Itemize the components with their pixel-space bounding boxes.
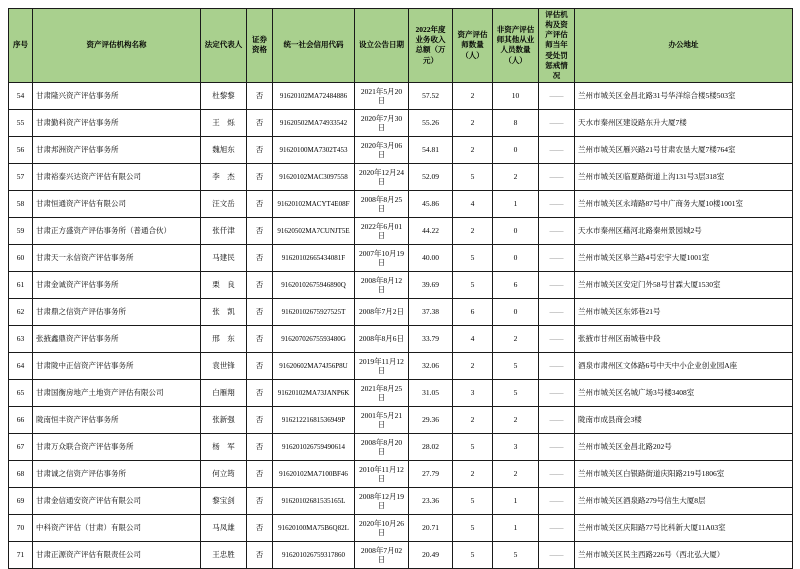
cell-institution-name: 甘肃万众联合资产评估事务所 (33, 433, 201, 460)
cell-announcement-date: 2021年8月25日 (355, 379, 409, 406)
cell-legal-representative: 张新强 (201, 406, 247, 433)
cell-announcement-date: 2021年5月20日 (355, 82, 409, 109)
cell-office-address: 酒泉市肃州区文体路6号中天中小企业创业园A座 (575, 352, 793, 379)
cell-serial: 56 (9, 136, 33, 163)
cell-legal-representative: 王 烁 (201, 109, 247, 136)
column-header-credit-code: 统一社会信用代码 (273, 9, 355, 83)
table-row (9, 109, 793, 136)
cell-other-staff-count: 0 (493, 298, 539, 325)
cell-securities-qualification: 否 (247, 379, 273, 406)
cell-office-address: 天水市秦州区建设路东升大厦7楼 (575, 109, 793, 136)
cell-legal-representative: 魏旭东 (201, 136, 247, 163)
cell-institution-name: 陇南恒丰资产评估事务所 (33, 406, 201, 433)
cell-institution-name: 甘肃国衡房地产土地资产评估有限公司 (33, 379, 201, 406)
cell-securities-qualification: 否 (247, 190, 273, 217)
cell-office-address: 兰州市城关区民主西路226号（西北弘大厦） (575, 541, 793, 568)
cell-office-address: 兰州市城关区皋兰路4号宏宇大厦1001室 (575, 244, 793, 271)
cell-announcement-date: 2007年10月19日 (355, 244, 409, 271)
cell-announcement-date: 2008年8月25日 (355, 190, 409, 217)
cell-penalty-status: —— (539, 190, 575, 217)
cell-income-2022: 31.05 (409, 379, 453, 406)
cell-legal-representative: 何立筠 (201, 460, 247, 487)
cell-institution-name: 甘肃邦洲资产评估事务所 (33, 136, 201, 163)
table-row (9, 190, 793, 217)
cell-announcement-date: 2020年10月26日 (355, 514, 409, 541)
cell-income-2022: 55.26 (409, 109, 453, 136)
appraisal-institutions-table (8, 8, 793, 569)
cell-penalty-status: —— (539, 460, 575, 487)
cell-institution-name: 中科资产评估（甘肃）有限公司 (33, 514, 201, 541)
cell-penalty-status: —— (539, 325, 575, 352)
cell-serial: 55 (9, 109, 33, 136)
cell-securities-qualification: 否 (247, 163, 273, 190)
column-header-announcement-date: 设立公告日期 (355, 9, 409, 83)
column-header-institution-name: 资产评估机构名称 (33, 9, 201, 83)
column-header-appraiser-count: 资产评估师数量（人） (453, 9, 493, 83)
cell-legal-representative: 汪文岳 (201, 190, 247, 217)
cell-credit-code: 91620502MA74933542 (273, 109, 355, 136)
cell-office-address: 兰州市城关区庆阳路77号比科新大厦11A03室 (575, 514, 793, 541)
cell-institution-name: 甘肃天一永信资产评估事务所 (33, 244, 201, 271)
cell-legal-representative: 张 凯 (201, 298, 247, 325)
cell-other-staff-count: 2 (493, 163, 539, 190)
cell-serial: 66 (9, 406, 33, 433)
header-row (9, 9, 793, 83)
cell-income-2022: 32.06 (409, 352, 453, 379)
cell-serial: 64 (9, 352, 33, 379)
cell-income-2022: 28.02 (409, 433, 453, 460)
cell-appraiser-count: 5 (453, 487, 493, 514)
cell-announcement-date: 2008年8月12日 (355, 271, 409, 298)
cell-serial: 67 (9, 433, 33, 460)
table-row (9, 460, 793, 487)
cell-serial: 68 (9, 460, 33, 487)
cell-serial: 62 (9, 298, 33, 325)
cell-serial: 71 (9, 541, 33, 568)
cell-announcement-date: 2008年8月20日 (355, 433, 409, 460)
cell-securities-qualification: 否 (247, 433, 273, 460)
cell-credit-code: 91620100MA7302T453 (273, 136, 355, 163)
cell-legal-representative: 杨 军 (201, 433, 247, 460)
table-row (9, 379, 793, 406)
cell-announcement-date: 2019年11月12日 (355, 352, 409, 379)
cell-securities-qualification: 否 (247, 136, 273, 163)
cell-serial: 70 (9, 514, 33, 541)
cell-institution-name: 甘肃勤科资产评估事务所 (33, 109, 201, 136)
column-header-income-2022: 2022年度业务收入总额（万元） (409, 9, 453, 83)
cell-securities-qualification: 否 (247, 271, 273, 298)
cell-penalty-status: —— (539, 541, 575, 568)
cell-income-2022: 20.71 (409, 514, 453, 541)
cell-serial: 54 (9, 82, 33, 109)
cell-income-2022: 45.86 (409, 190, 453, 217)
cell-income-2022: 52.09 (409, 163, 453, 190)
cell-appraiser-count: 4 (453, 190, 493, 217)
cell-securities-qualification: 否 (247, 244, 273, 271)
cell-appraiser-count: 3 (453, 379, 493, 406)
cell-securities-qualification: 否 (247, 460, 273, 487)
table-row (9, 352, 793, 379)
cell-institution-name: 甘肃隆兴资产评估事务所 (33, 82, 201, 109)
cell-penalty-status: —— (539, 433, 575, 460)
cell-serial: 59 (9, 217, 33, 244)
cell-income-2022: 54.81 (409, 136, 453, 163)
cell-announcement-date: 2008年7月02日 (355, 541, 409, 568)
table-row (9, 82, 793, 109)
table-row (9, 217, 793, 244)
cell-securities-qualification: 否 (247, 109, 273, 136)
column-header-office-address: 办公地址 (575, 9, 793, 83)
table-row (9, 163, 793, 190)
cell-office-address: 兰州市城关区金昌北路202号 (575, 433, 793, 460)
column-header-securities-qualification: 证券资格 (247, 9, 273, 83)
cell-appraiser-count: 2 (453, 82, 493, 109)
cell-income-2022: 27.79 (409, 460, 453, 487)
cell-other-staff-count: 8 (493, 109, 539, 136)
table-row (9, 541, 793, 568)
cell-securities-qualification: 否 (247, 82, 273, 109)
cell-income-2022: 57.52 (409, 82, 453, 109)
cell-income-2022: 39.69 (409, 271, 453, 298)
column-header-legal-representative: 法定代表人 (201, 9, 247, 83)
table-header (9, 9, 793, 83)
cell-credit-code: 91620702675593480G (273, 325, 355, 352)
cell-office-address: 陇南市成县商会3楼 (575, 406, 793, 433)
cell-appraiser-count: 2 (453, 136, 493, 163)
cell-credit-code: 91620602MA74J56P8U (273, 352, 355, 379)
cell-penalty-status: —— (539, 514, 575, 541)
cell-legal-representative: 杜黎黎 (201, 82, 247, 109)
cell-institution-name: 甘肃正源资产评估有限责任公司 (33, 541, 201, 568)
cell-announcement-date: 2001年5月21日 (355, 406, 409, 433)
cell-securities-qualification: 否 (247, 541, 273, 568)
table-row (9, 406, 793, 433)
cell-credit-code: 91620102665434081F (273, 244, 355, 271)
cell-institution-name: 甘肃鼎之信资产评估事务所 (33, 298, 201, 325)
cell-legal-representative: 马建民 (201, 244, 247, 271)
cell-announcement-date: 2008年12月19日 (355, 487, 409, 514)
cell-appraiser-count: 2 (453, 352, 493, 379)
cell-credit-code: 91620100MA75B6Q82L (273, 514, 355, 541)
cell-penalty-status: —— (539, 82, 575, 109)
cell-institution-name: 甘肃诚之信资产评估事务所 (33, 460, 201, 487)
cell-appraiser-count: 5 (453, 244, 493, 271)
cell-office-address: 兰州市城关区酒泉路279号信生大厦8层 (575, 487, 793, 514)
cell-appraiser-count: 6 (453, 298, 493, 325)
cell-penalty-status: —— (539, 298, 575, 325)
cell-legal-representative: 李 杰 (201, 163, 247, 190)
cell-announcement-date: 2022年6月01日 (355, 217, 409, 244)
cell-other-staff-count: 0 (493, 136, 539, 163)
cell-office-address: 张掖市甘州区南城巷中段 (575, 325, 793, 352)
cell-other-staff-count: 2 (493, 460, 539, 487)
cell-income-2022: 37.38 (409, 298, 453, 325)
table-body (9, 82, 793, 568)
cell-legal-representative: 王忠胜 (201, 541, 247, 568)
cell-income-2022: 23.36 (409, 487, 453, 514)
cell-other-staff-count: 5 (493, 541, 539, 568)
cell-other-staff-count: 6 (493, 271, 539, 298)
cell-credit-code: 91620102681535165L (273, 487, 355, 514)
cell-credit-code: 916201026759317860 (273, 541, 355, 568)
cell-serial: 60 (9, 244, 33, 271)
cell-office-address: 兰州市城关区临夏路街道上沟131号3层318室 (575, 163, 793, 190)
cell-serial: 61 (9, 271, 33, 298)
cell-legal-representative: 白雁翔 (201, 379, 247, 406)
cell-other-staff-count: 1 (493, 487, 539, 514)
cell-appraiser-count: 2 (453, 217, 493, 244)
cell-penalty-status: —— (539, 352, 575, 379)
cell-office-address: 兰州市城关区名城广场3号楼3408室 (575, 379, 793, 406)
cell-credit-code: 91620102MAC3097558 (273, 163, 355, 190)
cell-legal-representative: 袁世锋 (201, 352, 247, 379)
cell-appraiser-count: 2 (453, 406, 493, 433)
cell-institution-name: 甘肃陇中正信资产评估事务所 (33, 352, 201, 379)
cell-institution-name: 甘肃正方盛资产评估事务所（普通合伙） (33, 217, 201, 244)
cell-other-staff-count: 2 (493, 325, 539, 352)
cell-credit-code: 91620102MA7100BF46 (273, 460, 355, 487)
cell-securities-qualification: 否 (247, 487, 273, 514)
cell-announcement-date: 2020年12月24日 (355, 163, 409, 190)
cell-announcement-date: 2020年7月30日 (355, 109, 409, 136)
cell-serial: 57 (9, 163, 33, 190)
cell-penalty-status: —— (539, 244, 575, 271)
cell-appraiser-count: 5 (453, 541, 493, 568)
cell-other-staff-count: 2 (493, 406, 539, 433)
cell-appraiser-count: 5 (453, 163, 493, 190)
table-row (9, 433, 793, 460)
cell-penalty-status: —— (539, 163, 575, 190)
cell-penalty-status: —— (539, 379, 575, 406)
cell-institution-name: 甘肃金诚资产评估事务所 (33, 271, 201, 298)
cell-credit-code: 91620502MA7CUNJT5E (273, 217, 355, 244)
cell-appraiser-count: 4 (453, 325, 493, 352)
column-header-serial: 序号 (9, 9, 33, 83)
cell-income-2022: 20.49 (409, 541, 453, 568)
cell-securities-qualification: 否 (247, 298, 273, 325)
cell-legal-representative: 张仟津 (201, 217, 247, 244)
table-row (9, 136, 793, 163)
cell-credit-code: 91620102675927525T (273, 298, 355, 325)
cell-institution-name: 甘肃金信通安资产评估有限公司 (33, 487, 201, 514)
cell-announcement-date: 2008年7月2日 (355, 298, 409, 325)
cell-securities-qualification: 否 (247, 406, 273, 433)
cell-income-2022: 33.79 (409, 325, 453, 352)
cell-income-2022: 44.22 (409, 217, 453, 244)
cell-securities-qualification: 否 (247, 217, 273, 244)
cell-other-staff-count: 10 (493, 82, 539, 109)
cell-penalty-status: —— (539, 487, 575, 514)
cell-legal-representative: 黎宝剑 (201, 487, 247, 514)
cell-other-staff-count: 5 (493, 352, 539, 379)
cell-institution-name: 甘肃恒通资产评估有限公司 (33, 190, 201, 217)
cell-penalty-status: —— (539, 217, 575, 244)
cell-penalty-status: —— (539, 406, 575, 433)
cell-office-address: 兰州市城关区金昌北路31号华洋综合楼5楼503室 (575, 82, 793, 109)
cell-securities-qualification: 否 (247, 514, 273, 541)
cell-credit-code: 91620102MA72484886 (273, 82, 355, 109)
cell-announcement-date: 2008年8月6日 (355, 325, 409, 352)
table-row (9, 514, 793, 541)
cell-securities-qualification: 否 (247, 352, 273, 379)
cell-appraiser-count: 5 (453, 271, 493, 298)
cell-income-2022: 40.00 (409, 244, 453, 271)
cell-legal-representative: 邢 东 (201, 325, 247, 352)
cell-office-address: 兰州市城关区东郊巷21号 (575, 298, 793, 325)
cell-office-address: 兰州市城关区安定门外58号甘霖大厦1530室 (575, 271, 793, 298)
cell-institution-name: 张掖鑫鼎资产评估事务所 (33, 325, 201, 352)
cell-announcement-date: 2020年3月06日 (355, 136, 409, 163)
cell-other-staff-count: 0 (493, 244, 539, 271)
cell-office-address: 兰州市城关区永靖路87号中广商务大厦10楼1001室 (575, 190, 793, 217)
cell-appraiser-count: 2 (453, 109, 493, 136)
cell-penalty-status: —— (539, 109, 575, 136)
cell-announcement-date: 2010年11月12日 (355, 460, 409, 487)
cell-appraiser-count: 5 (453, 433, 493, 460)
cell-serial: 65 (9, 379, 33, 406)
cell-credit-code: 91620102MA73JANP6K (273, 379, 355, 406)
cell-office-address: 兰州市城关区雁兴路21号甘肃农垦大厦7楼764室 (575, 136, 793, 163)
table-row (9, 244, 793, 271)
cell-credit-code: 91620102MACYT4E08F (273, 190, 355, 217)
cell-appraiser-count: 5 (453, 514, 493, 541)
cell-serial: 58 (9, 190, 33, 217)
cell-other-staff-count: 1 (493, 514, 539, 541)
cell-penalty-status: —— (539, 271, 575, 298)
column-header-other-staff-count: 非资产评估师其他从业人员数量（人） (493, 9, 539, 83)
column-header-penalty-status: 评估机构及资产评估师当年受处罚惩戒情况 (539, 9, 575, 83)
cell-serial: 69 (9, 487, 33, 514)
cell-credit-code: 916201026759490614 (273, 433, 355, 460)
table-row (9, 325, 793, 352)
cell-legal-representative: 马凤雄 (201, 514, 247, 541)
cell-income-2022: 29.36 (409, 406, 453, 433)
cell-other-staff-count: 0 (493, 217, 539, 244)
cell-securities-qualification: 否 (247, 325, 273, 352)
cell-legal-representative: 栗 良 (201, 271, 247, 298)
cell-office-address: 兰州市城关区白银路街道庆阳路219号1806室 (575, 460, 793, 487)
cell-credit-code: 91621221681536949P (273, 406, 355, 433)
table-row (9, 298, 793, 325)
cell-other-staff-count: 3 (493, 433, 539, 460)
table-row (9, 271, 793, 298)
cell-penalty-status: —— (539, 136, 575, 163)
cell-other-staff-count: 5 (493, 379, 539, 406)
cell-credit-code: 91620102675946890Q (273, 271, 355, 298)
cell-serial: 63 (9, 325, 33, 352)
cell-other-staff-count: 1 (493, 190, 539, 217)
cell-appraiser-count: 2 (453, 460, 493, 487)
cell-office-address: 天水市秦州区藉河北路秦州景园城2号 (575, 217, 793, 244)
cell-institution-name: 甘肃裕泰兴达资产评估有限公司 (33, 163, 201, 190)
table-row (9, 487, 793, 514)
